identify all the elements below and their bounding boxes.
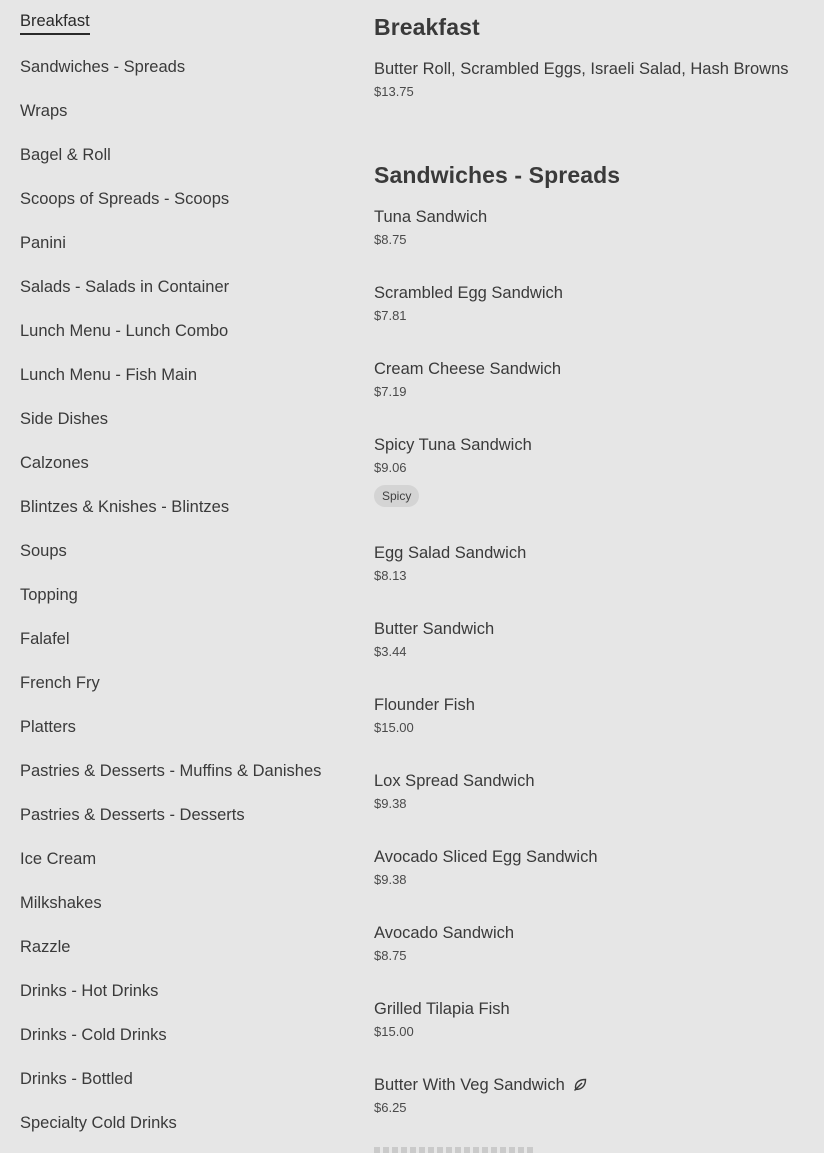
item-price: $7.81 xyxy=(374,308,407,323)
sidebar-item-salads[interactable]: Salads - Salads in Container xyxy=(20,278,230,296)
leaf-icon xyxy=(573,1078,587,1092)
menu-item[interactable] xyxy=(374,770,814,813)
item-name: Avocado Sliced Egg Sandwich xyxy=(374,848,598,866)
sidebar-item-ice-cream[interactable]: Ice Cream xyxy=(20,850,97,868)
section-title: Sandwiches - Spreads xyxy=(374,162,621,188)
menu-item[interactable] xyxy=(374,694,814,737)
sidebar-item-desserts[interactable]: Pastries & Desserts - Desserts xyxy=(20,806,245,824)
sidebar-item-cold-drinks[interactable]: Drinks - Cold Drinks xyxy=(20,1026,167,1044)
item-name: Avocado Sandwich xyxy=(374,924,515,942)
item-price: $15.00 xyxy=(374,720,414,735)
menu-item[interactable] xyxy=(374,998,814,1041)
sidebar-item-bagel-roll[interactable]: Bagel & Roll xyxy=(20,146,111,164)
item-name: Grilled Tilapia Fish xyxy=(374,1000,510,1018)
item-price: $9.38 xyxy=(374,872,407,887)
partially-visible-item xyxy=(374,1147,534,1153)
item-name: Butter Sandwich xyxy=(374,620,495,638)
sidebar-item-wraps[interactable]: Wraps xyxy=(20,102,68,120)
sidebar-item-blintzes[interactable]: Blintzes & Knishes - Blintzes xyxy=(20,498,230,516)
menu-item[interactable] xyxy=(374,1074,814,1117)
menu-item[interactable] xyxy=(374,542,814,585)
menu-item[interactable] xyxy=(374,282,814,325)
sidebar-item-side-dishes[interactable]: Side Dishes xyxy=(20,410,109,428)
item-name: Lox Spread Sandwich xyxy=(374,772,535,790)
sidebar-item-platters[interactable]: Platters xyxy=(20,718,76,736)
spicy-badge: Spicy xyxy=(374,485,419,507)
item-price: $15.00 xyxy=(374,1024,414,1039)
item-name: Cream Cheese Sandwich xyxy=(374,360,562,378)
item-price: $8.75 xyxy=(374,948,407,963)
sidebar-item-razzle[interactable]: Razzle xyxy=(20,938,71,956)
item-price: $3.44 xyxy=(374,644,407,659)
sidebar-item-falafel[interactable]: Falafel xyxy=(20,630,70,648)
item-name: Scrambled Egg Sandwich xyxy=(374,284,563,302)
menu-item[interactable] xyxy=(374,58,814,101)
item-price: $6.25 xyxy=(374,1100,407,1115)
section-title: Breakfast xyxy=(374,14,480,40)
menu-item[interactable] xyxy=(374,206,814,249)
sidebar-item-french-fry[interactable]: French Fry xyxy=(20,674,100,692)
item-name: Tuna Sandwich xyxy=(374,208,488,226)
item-name-row xyxy=(374,1074,587,1096)
sidebar-item-soups[interactable]: Soups xyxy=(20,542,67,560)
menu-item[interactable] xyxy=(374,618,814,661)
sidebar-item-bottled[interactable]: Drinks - Bottled xyxy=(20,1070,133,1088)
sidebar-item-breakfast[interactable]: Breakfast xyxy=(20,12,90,30)
sidebar-item-sandwiches-spreads[interactable]: Sandwiches - Spreads xyxy=(20,58,186,76)
item-price: $13.75 xyxy=(374,84,414,99)
item-name: Egg Salad Sandwich xyxy=(374,544,527,562)
sidebar-item-calzones[interactable]: Calzones xyxy=(20,454,89,472)
sidebar-item-hot-drinks[interactable]: Drinks - Hot Drinks xyxy=(20,982,159,1000)
item-price: $9.06 xyxy=(374,460,407,475)
sidebar-item-topping[interactable]: Topping xyxy=(20,586,78,604)
menu-item[interactable] xyxy=(374,846,814,889)
item-name: Spicy Tuna Sandwich xyxy=(374,436,532,454)
item-name: Butter With Veg Sandwich xyxy=(374,1076,565,1094)
sidebar-item-scoops[interactable]: Scoops of Spreads - Scoops xyxy=(20,190,230,208)
item-price: $9.38 xyxy=(374,796,407,811)
menu-item[interactable] xyxy=(374,922,814,965)
item-name: Flounder Fish xyxy=(374,696,475,714)
sidebar-item-lunch-combo[interactable]: Lunch Menu - Lunch Combo xyxy=(20,322,229,340)
sidebar-item-milkshakes[interactable]: Milkshakes xyxy=(20,894,102,912)
item-name: Butter Roll, Scrambled Eggs, Israeli Salad, Hash Browns xyxy=(374,60,789,78)
item-price: $7.19 xyxy=(374,384,407,399)
item-price: $8.75 xyxy=(374,232,407,247)
item-price: $8.13 xyxy=(374,568,407,583)
sidebar-item-specialty-cold-drinks[interactable]: Specialty Cold Drinks xyxy=(20,1114,177,1132)
menu-item[interactable] xyxy=(374,358,814,401)
sidebar-item-muffins-danishes[interactable]: Pastries & Desserts - Muffins & Danishes xyxy=(20,762,322,780)
menu-item[interactable] xyxy=(374,434,814,507)
sidebar-item-panini[interactable]: Panini xyxy=(20,234,66,252)
sidebar-item-fish-main[interactable]: Lunch Menu - Fish Main xyxy=(20,366,197,384)
